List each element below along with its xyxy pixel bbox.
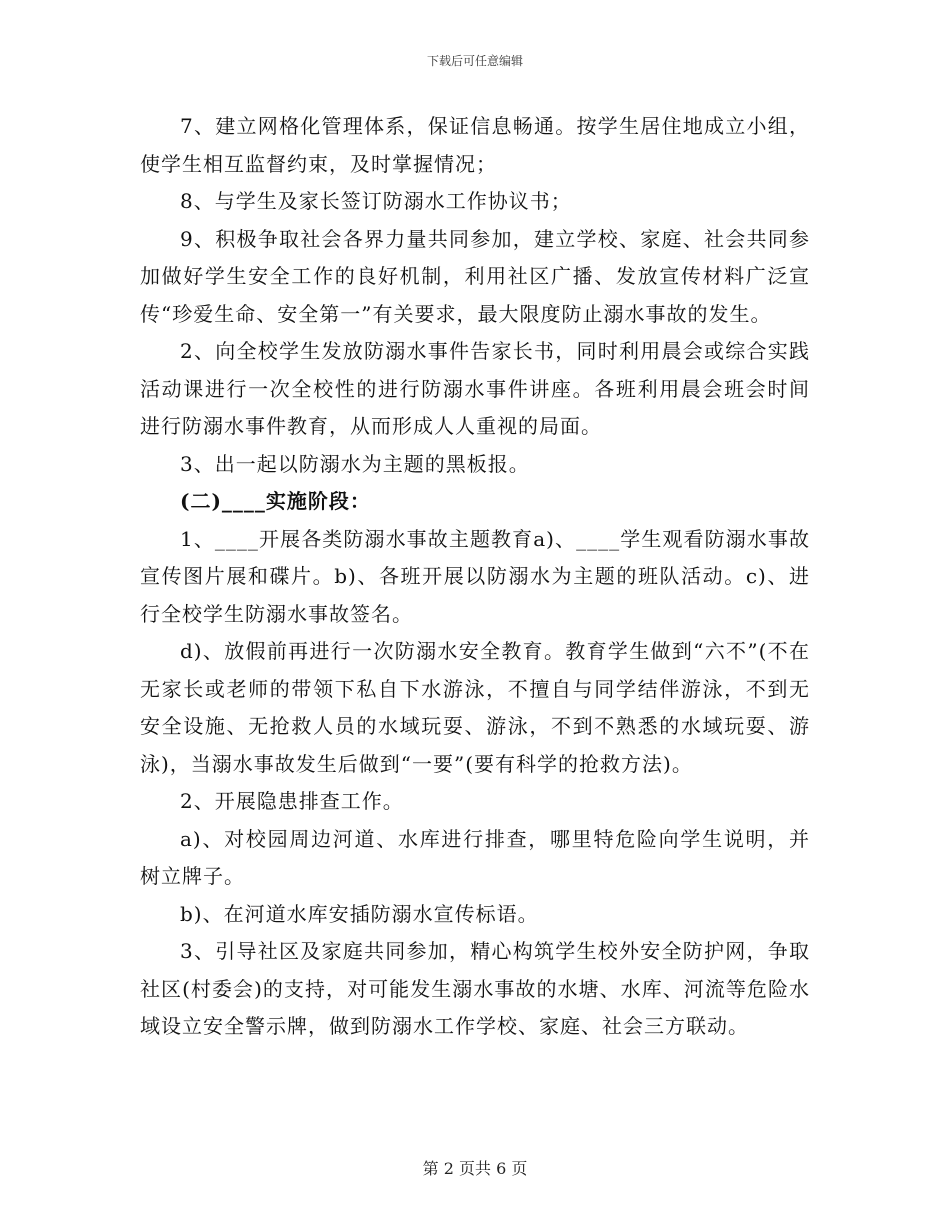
paragraph-blackboard: 3、出一起以防溺水为主题的黑板报。: [180, 451, 530, 476]
paragraph-item-9: 9、积极争取社会各界力量共同参加，建立学校、家庭、社会共同参加做好学生安全工作的良好机制，利用社区广播、发放宣传材料广泛宣传“珍爱生命、安全第一”有关要求，最大限度防止溺水事故的发生。: [140, 226, 810, 326]
paragraph-item-8: 8、与学生及家长签订防溺水工作协议书；: [180, 189, 572, 213]
document-body: [140, 108, 810, 1046]
section-heading-implementation: (二)____实施阶段：: [180, 489, 371, 513]
page-footer: 第 2 页共 6 页: [422, 1159, 528, 1178]
paragraph-slogans: b)、在河道水库安插防溺水宣传标语。: [180, 901, 539, 926]
paragraph-theme-education: 1、____开展各类防溺水事故主题教育a)、____学生观看防溺水事故宣传图片展和碟片。b)、各班开展以防溺水为主题的班队活动。c)、进行全校学生防溺水事故签名。: [140, 526, 810, 626]
paragraph-notice-to-parents: 2、向全校学生发放防溺水事件告家长书，同时利用晨会或综合实践活动课进行一次全校性的进行防溺水事件讲座。各班利用晨会班会时间进行防溺水事件教育，从而形成人人重视的局面。: [140, 339, 810, 438]
paragraph-six-nos: d)、放假前再进行一次防溺水安全教育。教育学生做到“六不”(不在无家长或老师的带领下私自下水游泳，不擅自与同学结伴游泳，不到无安全设施、无抢救人员的水域玩耍、游泳，不到不熟悉的水域玩耍、游泳)，当溺水事故发生后做到“一要”(要有科学的抢救方法)。: [140, 639, 810, 776]
page-header: 下载后可任意编辑: [426, 54, 523, 68]
paragraph-community: 3、引导社区及家庭共同参加，精心构筑学生校外安全防护网，争取社区(村委会)的支持，对可能发生溺水事故的水塘、水库、河流等危险水域设立安全警示牌，做到防溺水工作学校、家庭、社会三方联动。: [140, 939, 810, 1038]
paragraph-campus-rivers: a)、对校园周边河道、水库进行排查，哪里特危险向学生说明，并树立牌子。: [140, 826, 810, 888]
paragraph-item-7: 7、建立网格化管理体系，保证信息畅通。按学生居住地成立小组，使学生相互监督约束，及时掌握情况；: [140, 114, 810, 176]
paragraph-hazard-inspection: 2、开展隐患排查工作。: [180, 789, 404, 813]
